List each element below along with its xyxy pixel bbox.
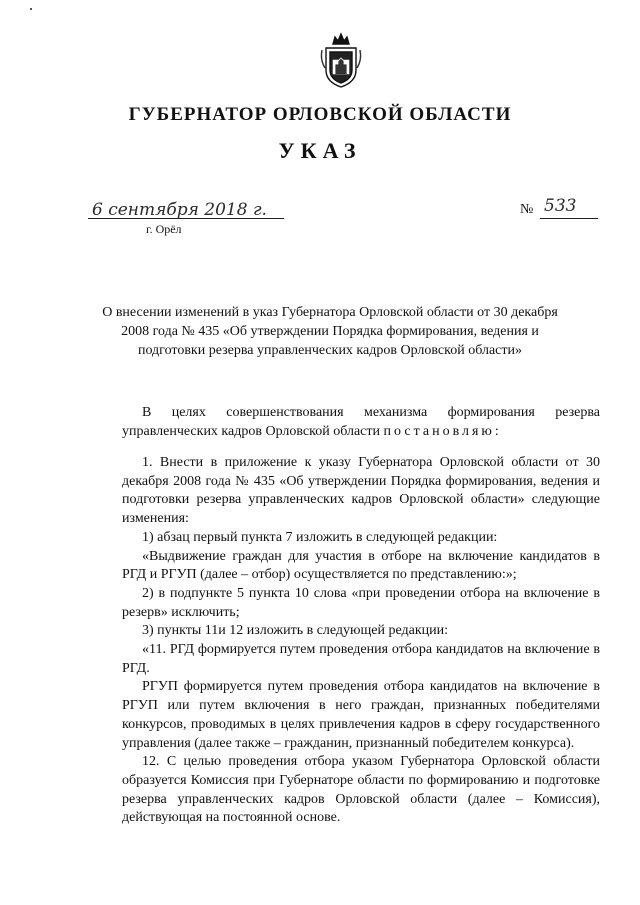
preamble [122,404,600,441]
scan-speck [30,8,32,10]
decree-title: О внесении изменений в указ Губернатора Орловской области от 30 декабря 2008 года № 435 «Об утверждении Порядка формирования, ведения и подготовки резерва управленческих кадров Орловской области» [102,305,558,358]
preamble-resolution: постановляю: [383,423,502,439]
document-type: УКАЗ [278,138,362,163]
coat-of-arms-icon [318,30,364,90]
number-label: № [520,202,534,217]
paragraph: 1. Внести в приложение к указу Губернатора Орловской области от 30 декабря 2008 года № 435 «Об утверждении Порядка формирования, ведения и подготовки резерва управленческих кадров Орловской области» следующие изменения: [122,455,600,527]
preamble-text: В целях совершенствования механизма формирования резерва управленческих кадров Орловской области [122,405,600,439]
paragraph: 3) пункты 11и 12 изложить в следующей редакции: [142,623,449,639]
paragraph: 12. С целью проведения отбора указом Губернатора Орловской области образуется Комиссия при Губернаторе области по формированию и подготовке резерва управленческих кадров Орловской области (далее – Комиссия), действующая на постоянной основе. [122,754,600,826]
date-underline [88,218,284,219]
paragraph: 2) в подпункте 5 пункта 10 слова «при проведении отбора на включение в резерв» исключить; [122,585,600,620]
decree-date: 6 сентября 2018 г. [92,200,267,220]
paragraph: 1) абзац первый пункта 7 изложить в следующей редакции: [142,529,498,545]
decree-number: 533 [544,196,577,216]
decree-body [122,454,600,828]
city-label: г. Орёл [146,222,182,236]
paragraph: РГУП формируется путем проведения отбора кандидатов на включение в РГУП или путем включения в него граждан, признанных победителями конкурсов, проводимых в целях привлечения кадров в сферу государственного управления (далее также – гражданин, признанный победителем конкурса). [122,679,600,751]
number-underline [540,218,598,219]
governor-title: ГУБЕРНАТОР ОРЛОВСКОЙ ОБЛАСТИ [128,104,512,125]
paragraph: «Выдвижение граждан для участия в отборе на включение кандидатов в РГД и РГУП (далее – отбор) осуществляется по представлению:»; [122,548,600,583]
paragraph: «11. РГД формируется путем проведения отбора кандидатов на включение в РГД. [122,642,600,676]
